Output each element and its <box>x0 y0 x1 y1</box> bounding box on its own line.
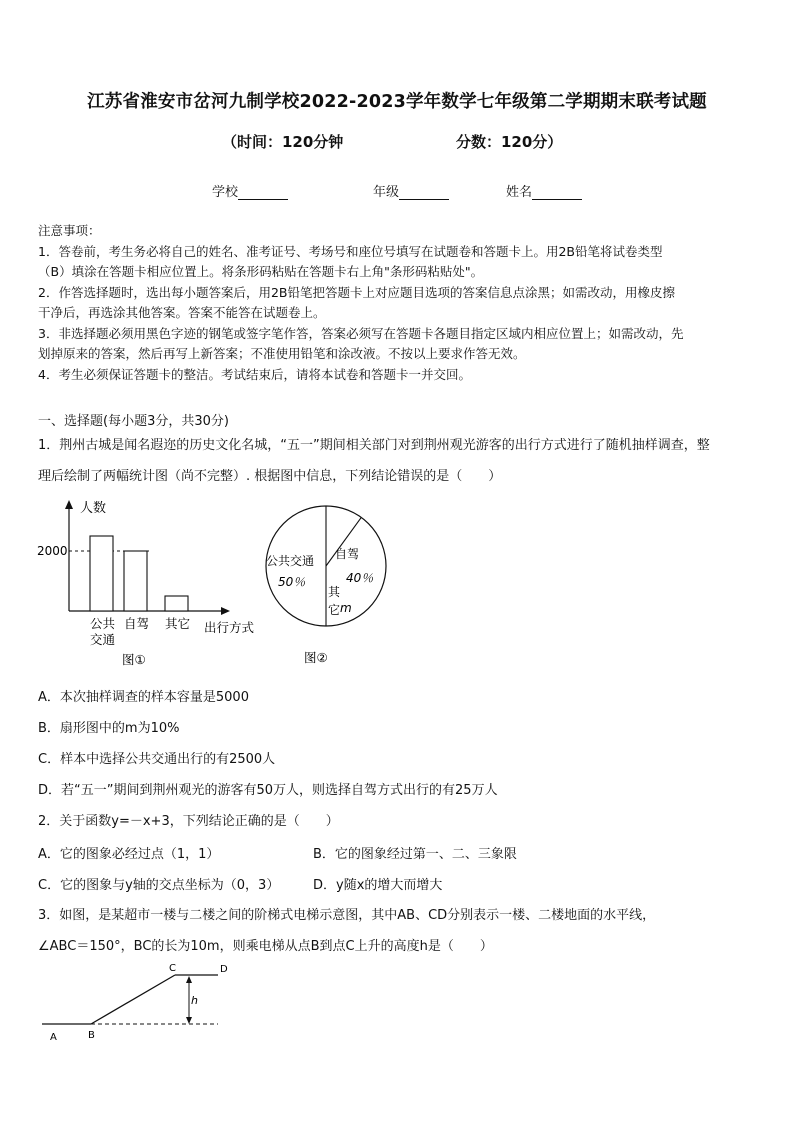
escalator-diagram <box>36 960 256 1045</box>
slice-value-self: 40％ <box>346 571 374 585</box>
school-label: 学校 <box>212 185 239 200</box>
escalator-bc <box>91 975 175 1024</box>
slice-label-public: 公共交通 <box>266 554 315 568</box>
notes-line: （B）填涂在答题卡相应位置上。将条形码粘贴在答题卡右上角"条形码粘贴处"。 <box>38 264 484 279</box>
question-1-line: 1．荆州古城是闻名遐迩的历史文化名城，“五一”期间相关部门对到荆州观光游客的出行方式进行了随机抽样调查，整 <box>38 438 710 453</box>
question-1-option-d[interactable]: D．若“五一”期间到荆州观光的游客有50万人，则选择自驾方式出行的有25万人 <box>38 783 498 798</box>
question-3-line-1: 3．如图，是某超市一楼与二楼之间的阶梯式电梯示意图，其中AB、CD分别表示一楼、二楼地面的水平线， <box>38 908 656 923</box>
bar-3 <box>165 596 188 611</box>
slice-label-other-1: 其 <box>328 585 341 599</box>
school-blank[interactable] <box>238 187 288 200</box>
grade-label: 年级 <box>373 185 400 200</box>
name-blank[interactable] <box>532 187 582 200</box>
pie-chart <box>262 496 392 671</box>
label-c: C <box>169 963 176 974</box>
label-d: D <box>220 964 228 975</box>
notes-line: 3．非选择题必须用黑色字迹的钢笔或签字笔作答，答案必须写在答题卡各题目指定区域内相应位置上；如需改动，先 <box>38 325 684 341</box>
figure-2-caption: 图② <box>304 650 328 665</box>
y-tick-2000: 2000 <box>37 544 68 558</box>
question-2-option-c[interactable]: C．它的图象与y轴的交点坐标为（0，3） <box>38 878 280 893</box>
category-label-public-1: 公共 <box>90 616 116 631</box>
x-axis-label: 出行方式 <box>204 620 255 635</box>
question-2-option-b[interactable]: B．它的图象经过第一、二、三象限 <box>313 847 517 862</box>
question-1-option-c[interactable]: C．样本中选择公共交通出行的有2500人 <box>38 752 276 767</box>
question-1-option-a[interactable]: A．本次抽样调查的样本容量是5000 <box>38 690 249 705</box>
x-axis-arrow <box>221 607 230 615</box>
height-arrow-down <box>186 1017 192 1024</box>
school-field <box>212 181 288 200</box>
slice-value-other: m <box>340 601 352 615</box>
question-2-option-a[interactable]: A．它的图象必经过点（1，1） <box>38 847 220 862</box>
question-1-option-b[interactable]: B．扇形图中的m为10% <box>38 721 180 736</box>
label-b: B <box>88 1030 95 1041</box>
question-3-line-2: ∠ABC＝150°，BC的长为10m，则乘电梯从点B到点C上升的高度h是（ ） <box>38 939 493 954</box>
grade-field <box>373 181 449 200</box>
category-label-public-2: 交通 <box>90 632 116 647</box>
notes-block <box>38 221 758 385</box>
notes-heading: 注意事项： <box>38 223 101 238</box>
y-axis-arrow <box>65 500 73 509</box>
category-label-other: 其它 <box>165 616 191 631</box>
section-heading: 一、选择题(每小题3分，共30分) <box>38 414 229 429</box>
category-label-self: 自驾 <box>124 616 150 631</box>
question-2-stem: 2．关于函数y=－x+3，下列结论正确的是（ ） <box>38 814 339 829</box>
bar-2 <box>124 551 147 611</box>
time-info: （时间：120分钟 <box>222 133 344 151</box>
y-axis-label: 人数 <box>80 501 107 516</box>
figure-1-caption: 图① <box>122 652 146 667</box>
slice-label-other-2: 它 <box>328 603 341 617</box>
notes-line: 4．考生必须保证答题卡的整洁。考试结束后，请将本试卷和答题卡一并交回。 <box>38 366 471 382</box>
notes-line: 干净后，再选涂其他答案。答案不能答在试题卷上。 <box>38 305 326 320</box>
bars-group <box>90 536 188 611</box>
label-h: h <box>191 994 198 1007</box>
question-1-line: 理后绘制了两幅统计图（尚不完整）. 根据图中信息，下列结论错误的是（ ） <box>38 469 502 484</box>
grade-blank[interactable] <box>399 187 449 200</box>
bar-chart <box>34 496 274 671</box>
notes-line: 划掉原来的答案，然后再写上新答案；不准使用铅笔和涂改液。不按以上要求作答无效。 <box>38 346 526 361</box>
label-a: A <box>50 1032 57 1043</box>
notes-line: 2．作答选择题时，选出每小题答案后，用2B铅笔把答题卡上对应题目选项的答案信息点涂黑；如需改动，用橡皮擦 <box>38 284 675 300</box>
question-2-option-d[interactable]: D．y随x的增大而增大 <box>313 878 443 893</box>
page-title: 江苏省淮安市岔河九制学校2022-2023学年数学七年级第二学期期末联考试题 <box>87 92 707 112</box>
notes-line: 1．答卷前，考生务必将自己的姓名、准考证号、考场号和座位号填写在试题卷和答题卡上。用2B铅笔将试卷类型 <box>38 243 663 259</box>
question-1-stem <box>38 430 760 492</box>
name-field <box>506 181 582 200</box>
bar-1 <box>90 536 113 611</box>
score-info: 分数：120分） <box>456 133 563 151</box>
slice-value-public: 50％ <box>278 575 306 589</box>
height-arrow-up <box>186 976 192 983</box>
slice-label-self: 自驾 <box>335 547 360 561</box>
name-label: 姓名 <box>506 185 533 200</box>
